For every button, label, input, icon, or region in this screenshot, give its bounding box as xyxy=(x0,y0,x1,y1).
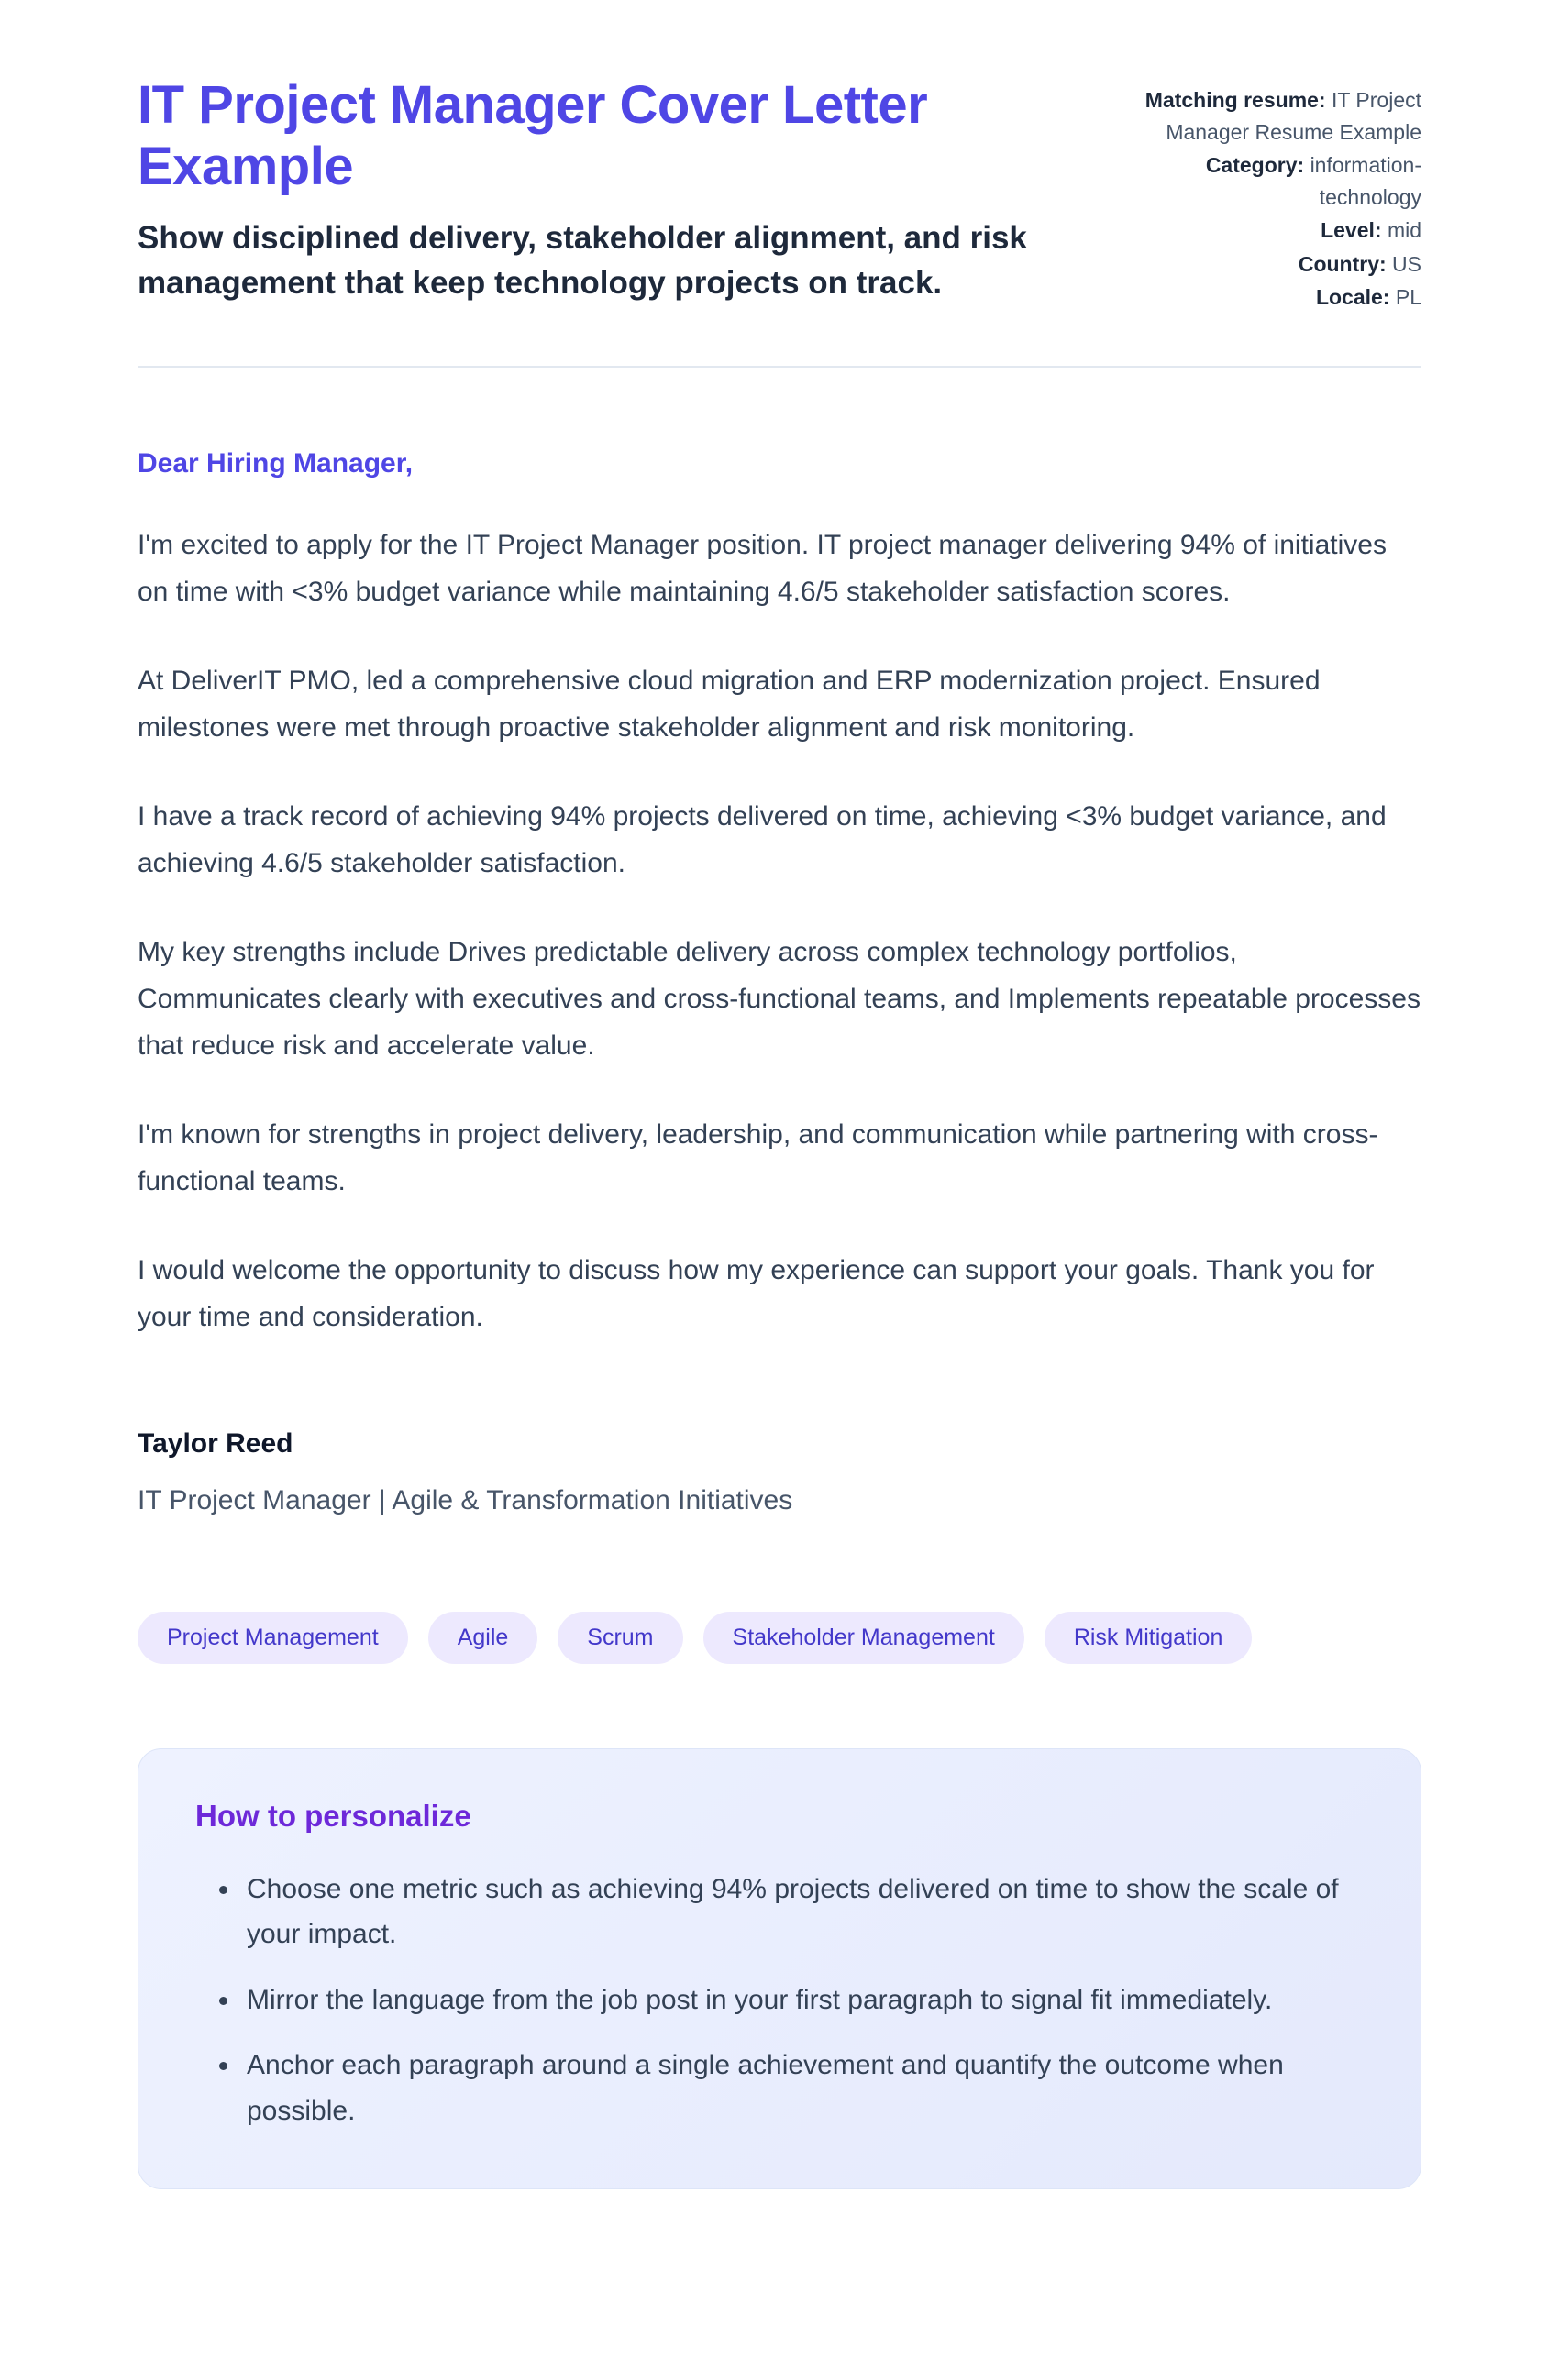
letter-paragraph-5: I'm known for strengths in project delivery, leadership, and communication while partnering with cross-functional teams. xyxy=(138,1118,1378,1196)
letter-body xyxy=(138,448,1421,1516)
meta-value: IT Project Manager Resume Example xyxy=(1166,88,1421,144)
letter-paragraph-3: I have a track record of achieving 94% projects delivered on time, achieving <3% budget variance, and achieving 4.6/5 stakeholder satisfaction. xyxy=(138,800,1387,878)
meta-label: Level: xyxy=(1321,218,1382,242)
tag-chip-agile: Agile xyxy=(428,1612,538,1664)
tag-chip-scrum: Scrum xyxy=(558,1612,682,1664)
signature-title: IT Project Manager | Agile & Transformation Initiatives xyxy=(138,1484,793,1515)
meta-label: Matching resume: xyxy=(1144,88,1326,112)
meta-value: information-technology xyxy=(1310,153,1421,209)
page-title: IT Project Manager Cover Letter Example xyxy=(138,75,928,196)
letter-paragraph-6: I would welcome the opportunity to discuss how my experience can support your goals. Thank you for your time and consideration. xyxy=(138,1254,1375,1332)
tag-list xyxy=(138,1612,1421,1664)
meta-label: Locale: xyxy=(1315,285,1390,309)
tag-chip-stakeholder-management: Stakeholder Management xyxy=(703,1612,1024,1664)
tag-chip-project-management: Project Management xyxy=(138,1612,408,1664)
personalize-tip-3: • Anchor each paragraph around a single achievement and quantify the outcome when possible. xyxy=(241,2043,1366,2133)
tag-chip-risk-mitigation: Risk Mitigation xyxy=(1045,1612,1253,1664)
meta-value: mid xyxy=(1387,218,1421,242)
meta-value: US xyxy=(1392,251,1421,276)
meta-level xyxy=(1142,215,1421,247)
personalize-tip-2: • Mirror the language from the job post in your first paragraph to signal fit immediately. xyxy=(241,1978,1366,2023)
header-divider xyxy=(138,366,1421,368)
header xyxy=(138,75,1421,315)
meta-panel xyxy=(1142,75,1421,315)
meta-label: Category: xyxy=(1205,153,1305,177)
meta-locale xyxy=(1142,281,1421,314)
salutation: Dear Hiring Manager, xyxy=(138,447,414,479)
page-subtitle: Show disciplined delivery, stakeholder alignment, and risk management that keep technology projects on track. xyxy=(138,220,1027,302)
personalize-tip-list xyxy=(195,1867,1366,2134)
letter-paragraph-4: My key strengths include Drives predictable delivery across complex technology portfolios, Communicates clearly with executives and cross-functional teams, and Implements repeatable processes that reduce risk and accelerate value. xyxy=(138,936,1421,1061)
personalize-heading: How to personalize xyxy=(195,1798,471,1833)
meta-matching-resume xyxy=(1142,84,1421,148)
header-left xyxy=(138,75,1091,305)
personalize-tip-1: • Choose one metric such as achieving 94% projects delivered on time to show the scale of your impact. xyxy=(241,1867,1366,1957)
meta-category xyxy=(1142,149,1421,213)
cover-letter-page xyxy=(138,0,1421,2272)
personalize-card xyxy=(138,1748,1421,2190)
meta-value: PL xyxy=(1395,285,1421,309)
letter-paragraph-2: At DeliverIT PMO, led a comprehensive cloud migration and ERP modernization project. Ensured milestones were met through proactive stakeholder alignment and risk monitoring. xyxy=(138,665,1321,743)
letter-paragraph-1: I'm excited to apply for the IT Project Manager position. IT project manager delivering 94% of initiatives on time with <3% budget variance while maintaining 4.6/5 stakeholder satisfaction scores. xyxy=(138,529,1387,607)
meta-country xyxy=(1142,248,1421,281)
signature-name: Taylor Reed xyxy=(138,1427,293,1459)
meta-label: Country: xyxy=(1298,251,1387,276)
